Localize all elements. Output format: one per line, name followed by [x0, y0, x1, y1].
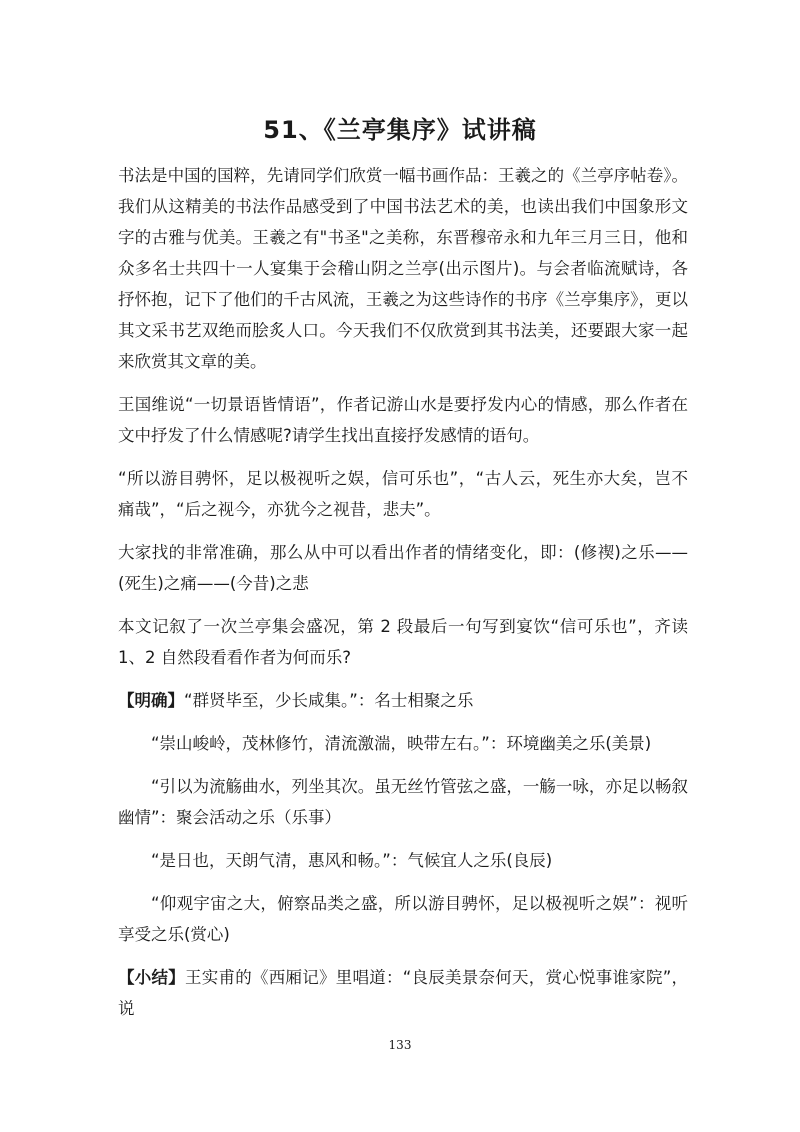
- summary-tag: 【小结】: [118, 968, 185, 987]
- answer-tag: 【明确】: [118, 691, 184, 710]
- paragraph-quotes: “所以游目骋怀，足以极视听之娱，信可乐也”，“古人云，死生亦大矣，岂不痛哉”，“后之视今，亦犹今之视昔，悲夫”。: [118, 469, 688, 519]
- summary-text: 王实甫的《西厢记》里唱道：“良辰美景奈何天，赏心悦事谁家院”，说: [118, 968, 688, 1018]
- page-title: 51、《兰亭集序》试讲稿: [263, 116, 537, 144]
- paragraph-task: 本文记叙了一次兰亭集会盛况，第 2 段最后一句写到宴饮“信可乐也”，齐读 1、2 自然段看看作者为何而乐?: [118, 617, 688, 667]
- document-body: [118, 160, 688, 1036]
- page-number: 133: [388, 1038, 412, 1052]
- summary-paragraph: [118, 962, 688, 1024]
- answer-first-text: “群贤毕至，少长咸集。”：名士相聚之乐: [184, 691, 474, 710]
- paragraph-question: 王国维说“一切景语皆情语”，作者记游山水是要抒发内心的情感，那么作者在文中抒发了什么情感呢?请学生找出直接抒发感情的语句。: [118, 395, 688, 445]
- answer-item: “崇山峻岭，茂林修竹，清流激湍，映带左右。”：环境幽美之乐(美景): [151, 734, 652, 753]
- answer-first: [118, 685, 688, 716]
- paragraph-intro: 书法是中国的国粹，先请同学们欣赏一幅书画作品：王羲之的《兰亭序帖卷》。我们从这精美的书法作品感受到了中国书法艺术的美，也读出我们中国象形文字的古雅与优美。王羲之有"书圣"之美称，东晋穆帝永和九年三月三日，他和众多名士共四十一人宴集于会稽山阴之兰亭(出示图片)。与会者临流赋诗，各抒怀抱，记下了他们的千古风流，王羲之为这些诗作的书序《兰亭集序》，更以其文采书艺双绝而脍炙人口。今天我们不仅欣赏到其书法美，还要跟大家一起来欣赏其文章的美。: [118, 166, 688, 371]
- answer-item: “引以为流觞曲水，列坐其次。虽无丝竹管弦之盛，一觞一咏，亦足以畅叙幽情”：聚会活动之乐（乐事）: [118, 777, 688, 827]
- answer-item: “仰观宇宙之大，俯察品类之盛，所以游目骋怀，足以极视听之娱”：视听享受之乐(赏心): [118, 894, 688, 944]
- paragraph-emotion-change: 大家找的非常准确，那么从中可以看出作者的情绪变化，即：(修禊)之乐——(死生)之痛——(今昔)之悲: [118, 543, 688, 593]
- answer-item: “是日也，天朗气清，惠风和畅。”：气候宜人之乐(良辰): [151, 851, 553, 870]
